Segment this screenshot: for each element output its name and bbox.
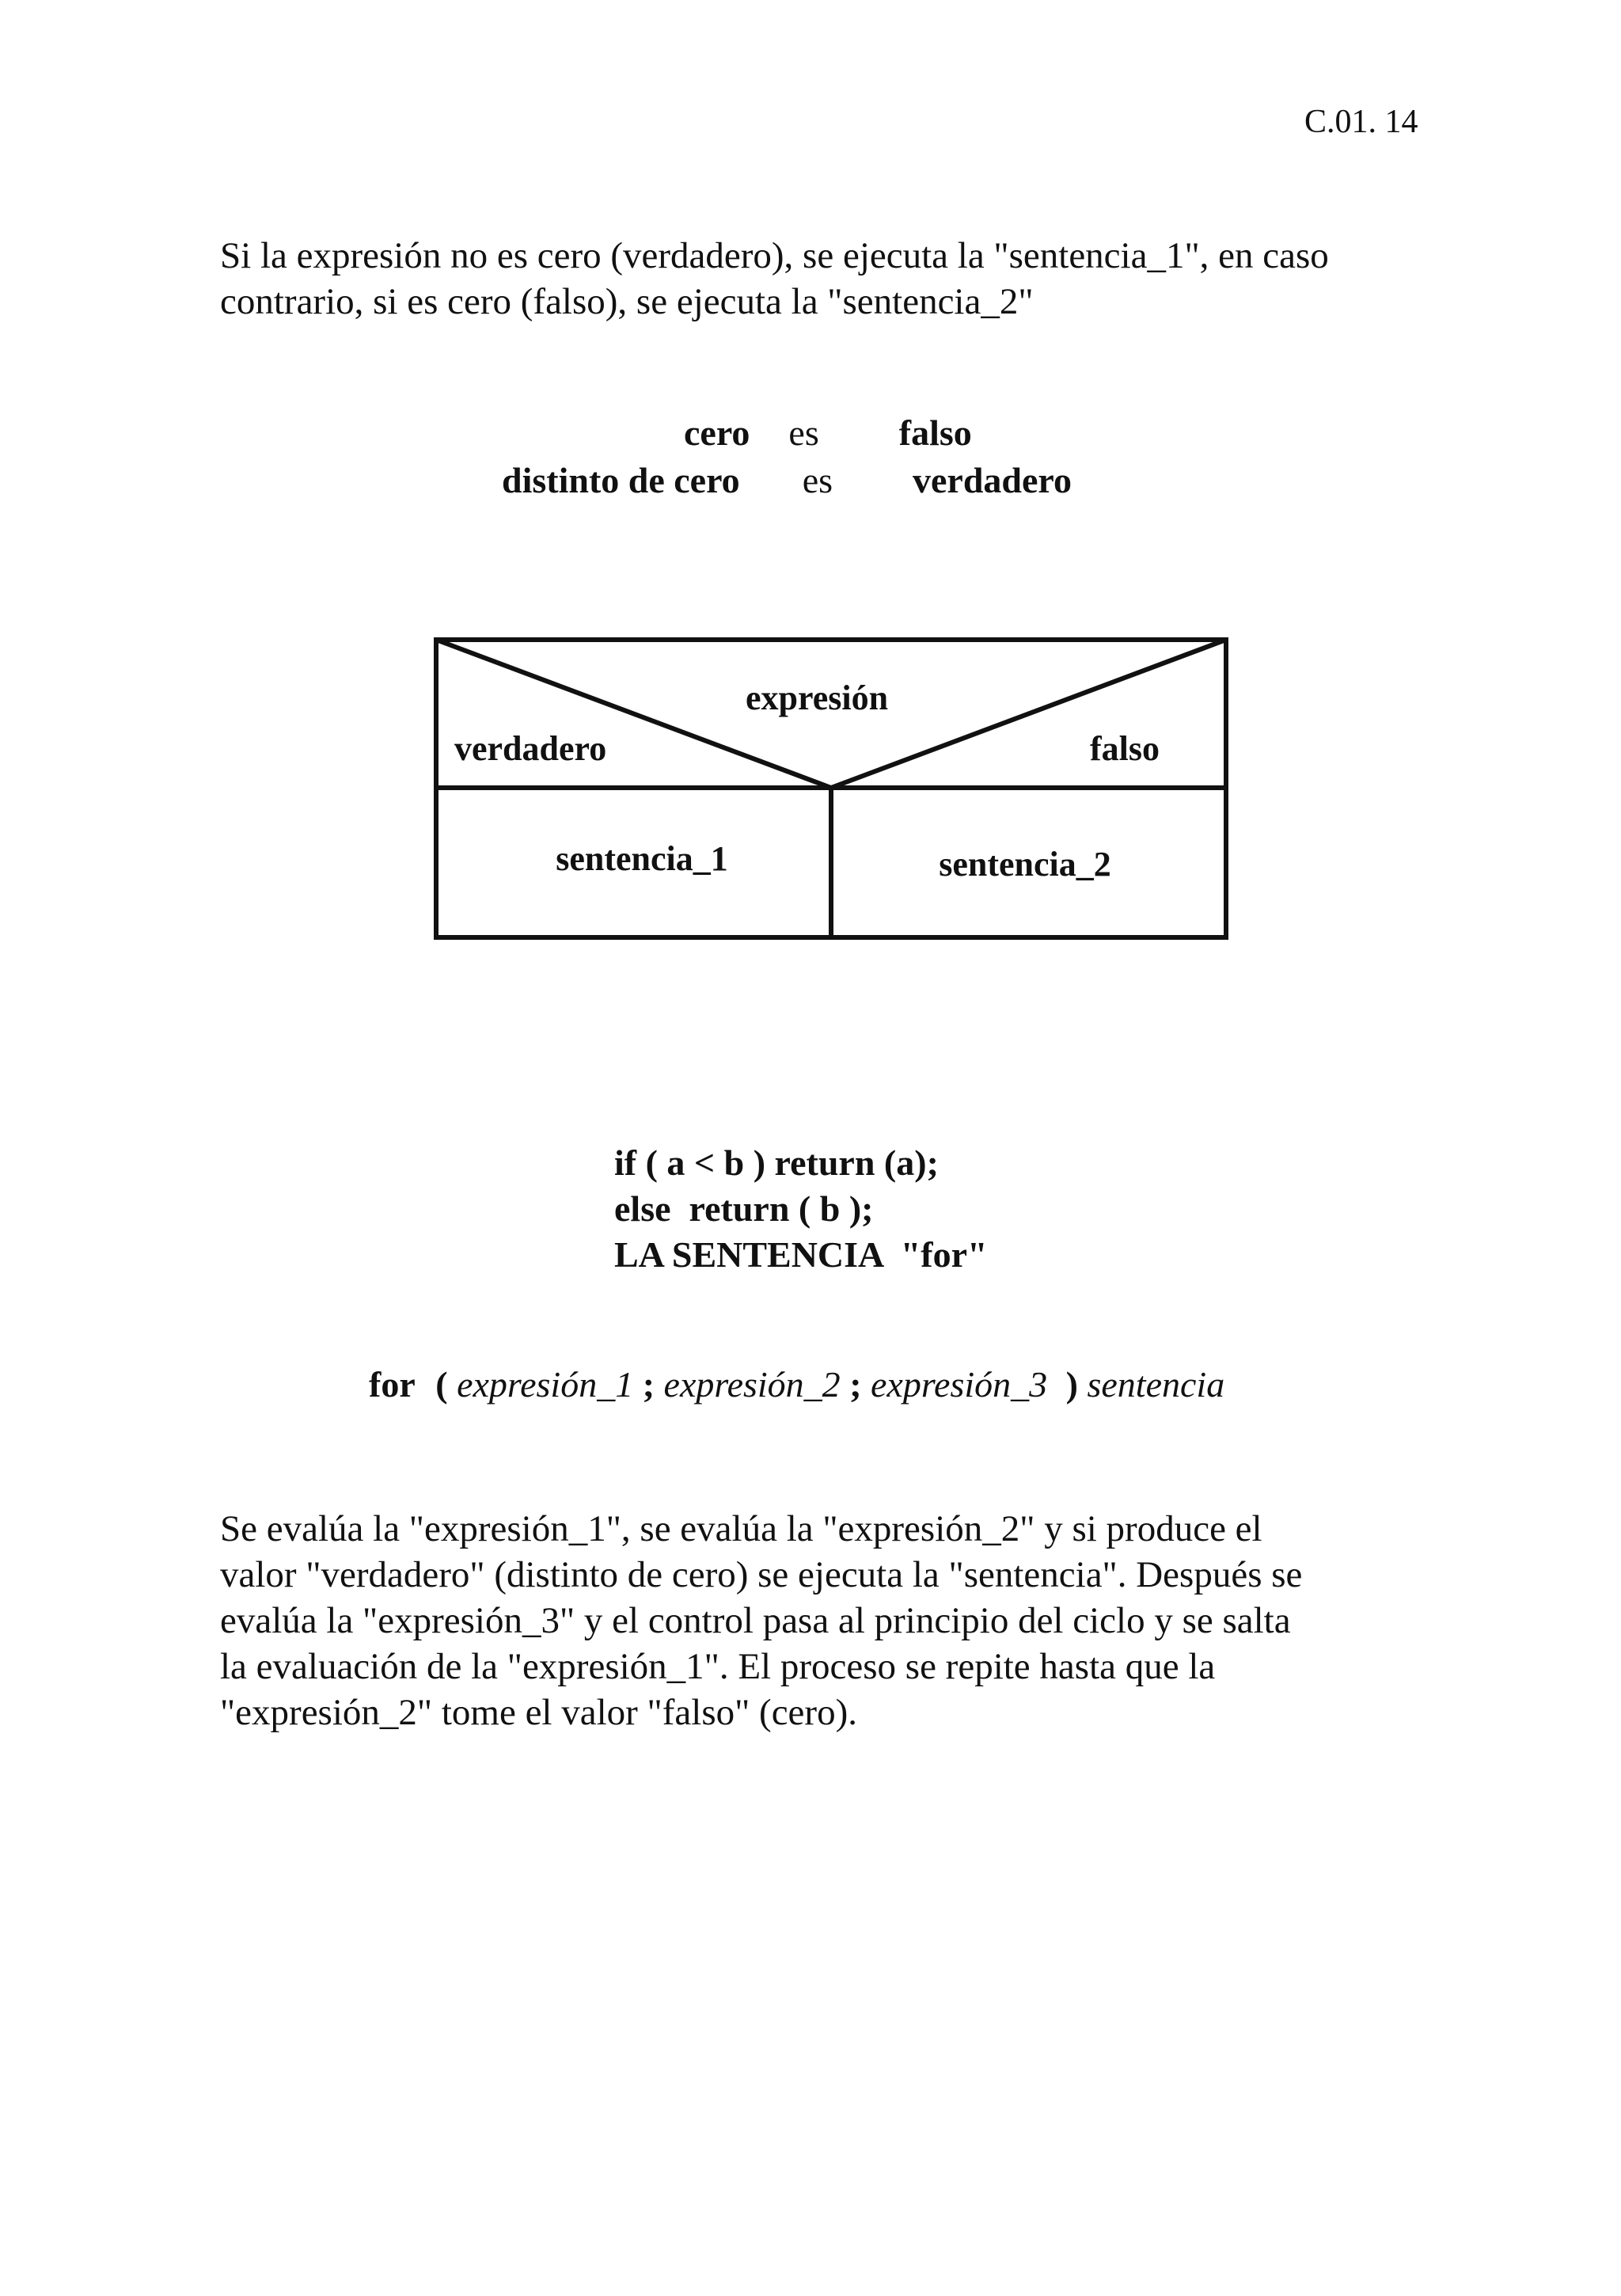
false-label: falso xyxy=(1090,729,1160,768)
intro-line: contrario, si es cero (falso), se ejecuta la "sentencia_2" xyxy=(220,281,1034,322)
condition-diagonal-right xyxy=(831,640,1226,788)
for-expr3: expresión_3 xyxy=(871,1364,1048,1405)
for-syntax xyxy=(369,1363,1224,1405)
separator: ; xyxy=(849,1364,862,1405)
truth-verb: es xyxy=(788,412,819,453)
false-branch-statement: sentencia_2 xyxy=(939,845,1111,884)
code-line: else return ( b ); xyxy=(614,1188,874,1229)
paragraph-line: "expresión_2" tome el valor "falso" (cero). xyxy=(220,1692,857,1733)
for-keyword: for xyxy=(369,1364,416,1405)
true-branch-statement: sentencia_1 xyxy=(556,839,728,878)
page-number: C.01. 14 xyxy=(1304,104,1418,140)
for-statement: sentencia xyxy=(1087,1364,1225,1405)
truth-value: falso xyxy=(898,412,972,453)
for-expr1: expresión_1 xyxy=(457,1364,634,1405)
true-label: verdadero xyxy=(454,729,607,768)
close-paren: ) xyxy=(1065,1364,1078,1405)
open-paren: ( xyxy=(435,1364,448,1405)
for-expr2: expresión_2 xyxy=(663,1364,841,1405)
code-example xyxy=(614,1140,988,1278)
separator: ; xyxy=(642,1364,655,1405)
for-description-paragraph xyxy=(220,1506,1302,1735)
truth-verb: es xyxy=(802,460,833,500)
paragraph-line: evalúa la "expresión_3" y el control pasa al principio del ciclo y se salta xyxy=(220,1600,1291,1641)
paragraph-line: valor "verdadero" (distinto de cero) se ejecuta la "sentencia". Después se xyxy=(220,1554,1303,1595)
intro-line: Si la expresión no es cero (verdadero), se ejecuta la "sentencia_1", en caso xyxy=(220,235,1329,276)
truth-value: verdadero xyxy=(913,460,1072,500)
truth-term: cero xyxy=(684,412,750,453)
paragraph-line: Se evalúa la "expresión_1", se evalúa la "expresión_2" y si produce el xyxy=(220,1508,1262,1549)
condition-label: expresión xyxy=(745,679,889,717)
section-heading: LA SENTENCIA "for" xyxy=(614,1234,988,1275)
truth-term: distinto de cero xyxy=(502,460,740,500)
paragraph-line: la evaluación de la "expresión_1". El proceso se repite hasta que la xyxy=(220,1646,1216,1687)
code-line: if ( a < b ) return (a); xyxy=(614,1142,939,1183)
